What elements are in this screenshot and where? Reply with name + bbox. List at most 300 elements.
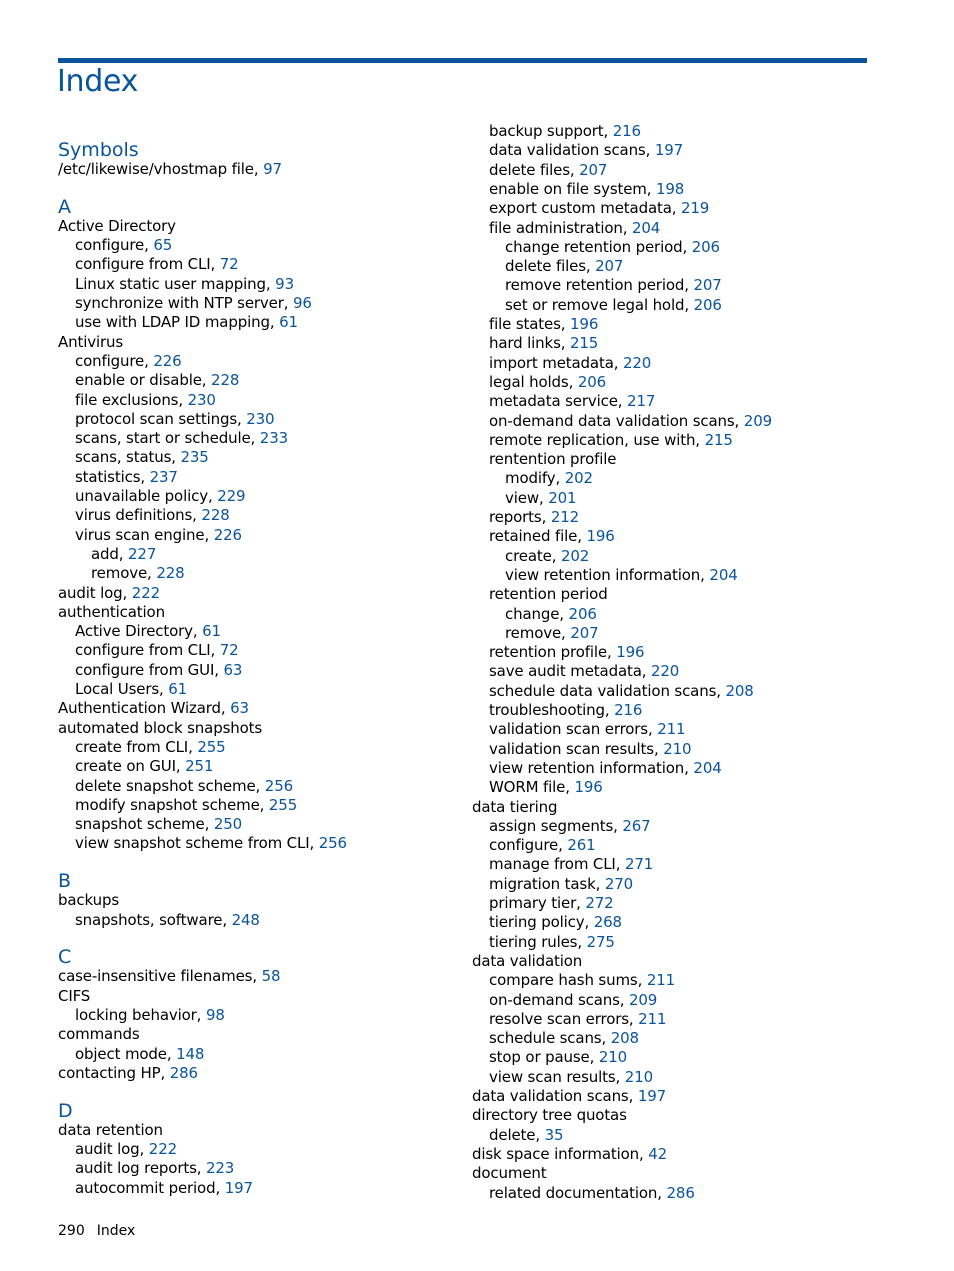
entry-term: delete, [489, 1125, 540, 1144]
entry-term: autocommit period, [75, 1178, 221, 1197]
index-entry [472, 122, 641, 141]
entry-term: set or remove legal hold, [505, 295, 689, 314]
page-link[interactable]: 65 [153, 236, 173, 255]
page-link[interactable]: 229 [217, 487, 246, 505]
entry-term: Local Users, [75, 680, 164, 698]
page-link[interactable]: 271 [624, 855, 654, 874]
page-link[interactable]: 215 [704, 430, 733, 449]
entry-term: virus definitions, [75, 506, 197, 525]
page-link[interactable]: 272 [585, 894, 614, 912]
entry-term: authentication [58, 602, 165, 621]
index-entry [58, 429, 288, 448]
entry-term: retained file, [489, 527, 582, 546]
entry-term: modify snapshot scheme, [75, 795, 265, 814]
entry-term: rentention profile [489, 450, 617, 469]
page-link[interactable]: 196 [616, 643, 645, 662]
entry-term: remove, [91, 564, 152, 583]
index-entry [58, 1140, 177, 1159]
page-link[interactable]: 204 [693, 758, 722, 777]
entry-term: retention profile, [489, 643, 612, 662]
entry-term: assign segments, [489, 816, 618, 835]
entry-term: file administration, [489, 218, 628, 237]
page-link[interactable]: 261 [567, 836, 596, 855]
page-link[interactable]: 215 [569, 334, 599, 353]
index-entry [58, 777, 293, 796]
page-link[interactable]: 93 [275, 274, 294, 293]
index-entry [58, 1006, 225, 1025]
entry-term: stop or pause, [489, 1048, 595, 1067]
index-entry [472, 682, 754, 701]
index-entry [58, 294, 312, 313]
page-link[interactable]: 72 [219, 641, 239, 660]
entry-term: synchronize with NTP server, [75, 294, 289, 312]
index-entry [58, 545, 156, 564]
index-entry [472, 952, 582, 971]
entry-term: change retention period, [505, 237, 688, 256]
entry-term: unavailable policy, [75, 487, 213, 505]
entry-term: Active Directory, [75, 622, 198, 641]
page-link[interactable]: 211 [638, 1009, 667, 1028]
index-entry [58, 987, 90, 1006]
index-entry [472, 991, 657, 1010]
index-entry [472, 662, 679, 681]
entry-term: legal holds, [489, 372, 574, 391]
page-link[interactable]: 204 [709, 565, 738, 584]
index-entry [472, 913, 622, 932]
page-link[interactable]: 207 [570, 623, 599, 642]
page-link[interactable]: 235 [180, 448, 209, 467]
index-entry [58, 967, 280, 986]
page-link[interactable]: 223 [206, 1159, 235, 1178]
index-entry [58, 911, 260, 930]
index-entry [58, 236, 172, 255]
page-link[interactable]: 97 [263, 160, 282, 178]
page-link[interactable]: 148 [176, 1044, 205, 1063]
index-entry [58, 410, 274, 429]
index-entry [58, 391, 216, 410]
page-link[interactable]: 237 [149, 467, 178, 486]
index-entry [472, 161, 607, 180]
index-entry [58, 622, 221, 641]
entry-term: audit log reports, [75, 1159, 202, 1178]
entry-term: data tiering [472, 797, 558, 816]
page-link[interactable]: 197 [224, 1178, 253, 1197]
index-entry [58, 1179, 253, 1198]
index-entry [472, 1145, 667, 1164]
entry-term: related documentation, [489, 1183, 662, 1202]
entry-term: view, [505, 488, 544, 507]
index-entry [58, 661, 242, 680]
index-entry [58, 1121, 163, 1140]
entry-term: directory tree quotas [472, 1106, 627, 1125]
index-entry [58, 641, 239, 660]
index-entry [58, 834, 347, 853]
page-link[interactable]: 220 [623, 353, 652, 372]
index-entry [472, 1126, 563, 1145]
section-heading: Symbols [58, 139, 139, 161]
page-link[interactable]: 198 [656, 179, 685, 198]
page-link[interactable]: 286 [666, 1183, 695, 1202]
index-entry [472, 354, 651, 373]
page-link[interactable]: 216 [612, 122, 641, 140]
page-link[interactable]: 233 [259, 429, 288, 448]
page-link[interactable]: 201 [548, 488, 577, 507]
page-link[interactable]: 196 [570, 315, 599, 333]
index-entry [472, 643, 644, 662]
entry-term: primary tier, [489, 894, 581, 912]
page-link[interactable]: 267 [622, 816, 651, 835]
index-entry [472, 1068, 653, 1087]
index-entry [58, 680, 187, 699]
entry-term: virus scan engine, [75, 525, 210, 544]
entry-term: data validation scans, [472, 1087, 634, 1105]
entry-term: snapshot scheme, [75, 815, 210, 834]
entry-term: data retention [58, 1120, 163, 1139]
entry-term: change, [505, 604, 564, 623]
entry-term: import metadata, [489, 353, 619, 372]
entry-term: Antivirus [58, 332, 124, 351]
index-entry [58, 160, 282, 179]
entry-term: Authentication Wizard, [58, 699, 226, 718]
entry-term: configure from CLI, [75, 641, 216, 660]
entry-term: enable on file system, [489, 179, 652, 198]
page-link[interactable]: 61 [279, 313, 298, 332]
page-link[interactable]: 63 [230, 699, 249, 718]
page-link[interactable]: 98 [205, 1005, 225, 1024]
index-entry [58, 506, 230, 525]
index-entry [472, 624, 599, 643]
index-entry [58, 757, 213, 776]
entry-term: modify, [505, 469, 561, 488]
index-entry [472, 1048, 627, 1067]
page-link[interactable]: 209 [743, 411, 772, 430]
page-link[interactable]: 211 [646, 971, 676, 990]
entry-term: contacting HP, [58, 1063, 166, 1082]
entry-term: configure, [489, 836, 563, 855]
page-link[interactable]: 61 [168, 680, 188, 698]
page-link[interactable]: 209 [629, 990, 658, 1009]
page-link[interactable]: 197 [654, 141, 684, 160]
index-entry [472, 547, 589, 566]
page-link[interactable]: 255 [268, 795, 298, 814]
index-entry [472, 431, 733, 450]
entry-term: on-demand scans, [489, 990, 625, 1009]
index-entry [472, 334, 598, 353]
index-entry [472, 1184, 695, 1203]
entry-term: reports, [489, 508, 547, 526]
entry-term: file states, [489, 315, 566, 333]
page-link[interactable]: 250 [213, 815, 243, 834]
entry-term: snapshots, software, [75, 910, 227, 929]
index-entry [472, 933, 615, 952]
index-entry [472, 855, 653, 874]
entry-term: validation scan results, [489, 739, 659, 758]
index-entry [58, 313, 298, 332]
entry-term: create, [505, 546, 557, 565]
page-link[interactable]: 228 [201, 506, 230, 525]
entry-term: compare hash sums, [489, 971, 643, 990]
page-link[interactable]: 256 [318, 834, 347, 853]
page-number: 290 [58, 1223, 85, 1239]
entry-term: data validation scans, [489, 141, 651, 160]
entry-term: retention period [489, 585, 608, 604]
page-link[interactable]: 251 [185, 757, 214, 776]
index-entry [58, 371, 239, 390]
index-entry [58, 275, 294, 294]
page-link[interactable]: 227 [128, 544, 157, 563]
index-entry [472, 605, 597, 624]
index-entry [472, 527, 615, 546]
page-link[interactable]: 220 [651, 662, 680, 681]
page-link[interactable]: 208 [725, 681, 754, 700]
entry-term: create on GUI, [75, 757, 181, 776]
page-link[interactable]: 219 [681, 199, 710, 218]
page-link[interactable]: 206 [693, 295, 722, 314]
entry-term: save audit metadata, [489, 662, 647, 681]
index-entry [58, 699, 249, 718]
page-link[interactable]: 222 [131, 583, 160, 602]
entry-term: add, [91, 544, 124, 563]
page-title: Index [57, 64, 139, 99]
entry-term: export custom metadata, [489, 199, 677, 218]
entry-term: tiering rules, [489, 932, 582, 951]
page-link[interactable]: 226 [213, 525, 242, 544]
index-entry [58, 526, 242, 545]
page-link[interactable]: 230 [246, 409, 275, 428]
index-entry [58, 738, 226, 757]
page-link[interactable]: 226 [153, 351, 182, 370]
index-entry [58, 448, 209, 467]
index-entry [58, 333, 123, 352]
index-entry [58, 1045, 204, 1064]
page-link[interactable]: 248 [231, 910, 260, 929]
index-entry [472, 238, 720, 257]
page-link[interactable]: 63 [223, 660, 243, 679]
page-link[interactable]: 228 [211, 371, 240, 390]
index-entry [472, 566, 738, 585]
page-link[interactable]: 197 [637, 1087, 667, 1105]
entry-term: backup support, [489, 122, 609, 140]
entry-term: delete files, [505, 257, 591, 276]
entry-term: locking behavior, [75, 1005, 202, 1024]
entry-term: validation scan errors, [489, 720, 653, 739]
entry-term: create from CLI, [75, 737, 193, 756]
entry-term: file exclusions, [75, 390, 183, 409]
index-entry [472, 740, 691, 759]
page-link[interactable]: 268 [593, 913, 622, 932]
entry-term: audit log, [75, 1139, 145, 1158]
index-entry [472, 836, 596, 855]
entry-term: configure from GUI, [75, 660, 219, 679]
entry-term: schedule scans, [489, 1029, 607, 1048]
index-entry [472, 373, 606, 392]
page-link[interactable]: 61 [202, 622, 221, 641]
entry-term: disk space information, [472, 1144, 644, 1163]
entry-term: automated block snapshots [58, 718, 263, 737]
top-rule [58, 58, 867, 63]
entry-term: remove, [505, 623, 566, 642]
index-entry [58, 891, 119, 910]
index-entry [472, 894, 614, 913]
entry-term: manage from CLI, [489, 855, 621, 874]
entry-term: view snapshot scheme from CLI, [75, 834, 315, 853]
section-heading: D [58, 1099, 73, 1122]
index-entry [472, 219, 660, 238]
page-link[interactable]: 212 [550, 508, 580, 526]
entry-term: remote replication, use with, [489, 430, 700, 449]
index-entry [472, 701, 642, 720]
entry-term: view retention information, [489, 758, 689, 777]
page-link[interactable]: 202 [564, 469, 593, 488]
page-link[interactable]: 204 [631, 218, 661, 237]
entry-term: statistics, [75, 467, 145, 486]
page-link[interactable]: 206 [568, 604, 597, 623]
page-link[interactable]: 207 [693, 276, 722, 295]
entry-term: scans, start or schedule, [75, 429, 256, 448]
section-heading: C [58, 946, 72, 969]
page-link[interactable]: 72 [219, 255, 239, 274]
index-entry [472, 759, 722, 778]
entry-term: scans, status, [75, 448, 176, 467]
page-link[interactable]: 196 [586, 527, 615, 546]
index-entry [472, 1029, 639, 1048]
entry-term: metadata service, [489, 392, 623, 411]
index-entry [472, 315, 598, 334]
index-entry [472, 1106, 627, 1125]
index-entry [472, 720, 685, 739]
index-entry [472, 412, 772, 431]
page-footer [58, 1222, 135, 1240]
index-entry [58, 719, 262, 738]
index-entry [472, 875, 633, 894]
index-entry [472, 778, 603, 797]
section-heading: A [58, 195, 71, 218]
page-link[interactable]: 206 [577, 372, 607, 391]
page-link[interactable]: 196 [574, 778, 603, 797]
index-entry [58, 487, 245, 506]
index-entry [472, 199, 709, 218]
entry-term: /etc/likewise/vhostmap file, [58, 160, 259, 178]
page-link[interactable]: 207 [595, 257, 624, 276]
index-entry [472, 276, 722, 295]
page-link[interactable]: 207 [579, 160, 608, 179]
entry-term: Linux static user mapping, [75, 274, 271, 293]
page-link[interactable]: 286 [169, 1063, 198, 1082]
entry-term: WORM file, [489, 778, 570, 797]
page-link[interactable]: 275 [586, 932, 615, 951]
index-entry [472, 296, 722, 315]
entry-term: remove retention period, [505, 276, 689, 295]
entry-term: hard links, [489, 334, 566, 353]
page-link[interactable]: 96 [292, 294, 312, 312]
entry-term: document [472, 1164, 547, 1183]
entry-term: delete files, [489, 160, 575, 179]
entry-term: protocol scan settings, [75, 409, 242, 428]
footer-label: Index [96, 1223, 136, 1239]
index-entry [58, 1064, 198, 1083]
page-link[interactable]: 217 [627, 392, 656, 411]
index-entry [472, 450, 616, 469]
entry-term: on-demand data validation scans, [489, 411, 740, 430]
page-link[interactable]: 202 [560, 546, 590, 565]
index-entry [58, 584, 160, 603]
entry-term: configure, [75, 351, 149, 370]
index-entry [472, 392, 655, 411]
index-entry [58, 564, 185, 583]
page-link[interactable]: 222 [148, 1139, 177, 1158]
index-entry [58, 352, 182, 371]
index-entry [58, 1025, 139, 1044]
page-link[interactable]: 35 [544, 1125, 564, 1144]
entry-term: configure, [75, 236, 149, 255]
index-entry [472, 180, 684, 199]
page-link[interactable]: 210 [663, 739, 692, 758]
entry-term: CIFS [58, 986, 91, 1005]
entry-term: object mode, [75, 1044, 172, 1063]
entry-term: enable or disable, [75, 371, 207, 390]
section-heading: B [58, 870, 72, 893]
entry-term: Active Directory [58, 216, 176, 235]
entry-term: delete snapshot scheme, [75, 776, 261, 795]
page-link[interactable]: 216 [614, 701, 643, 719]
index-entry [472, 1010, 666, 1029]
page-link[interactable]: 256 [264, 776, 293, 795]
entry-term: data validation [472, 951, 583, 970]
index-entry [58, 815, 242, 834]
entry-term: migration task, [489, 874, 601, 893]
page-link[interactable]: 270 [604, 874, 634, 893]
index-entry [472, 489, 576, 508]
index-entry [472, 971, 675, 990]
page-link[interactable]: 210 [598, 1048, 628, 1067]
entry-term: backups [58, 891, 119, 910]
index-entry [58, 255, 239, 274]
entry-term: configure from CLI, [75, 255, 216, 274]
index-entry [58, 217, 176, 236]
index-entry [472, 585, 608, 604]
page-link[interactable]: 206 [691, 237, 720, 256]
page-link[interactable]: 211 [657, 720, 686, 739]
index-entry [58, 603, 165, 622]
entry-term: case-insensitive filenames, [58, 967, 257, 986]
index-entry [472, 1087, 666, 1106]
index-entry [472, 798, 557, 817]
entry-term: schedule data validation scans, [489, 681, 721, 700]
entry-term: resolve scan errors, [489, 1009, 634, 1028]
page-link[interactable]: 58 [261, 967, 281, 986]
page-link[interactable]: 228 [156, 564, 185, 583]
page-link[interactable]: 210 [624, 1067, 653, 1086]
page-link[interactable]: 230 [187, 390, 216, 409]
page-link[interactable]: 208 [610, 1029, 639, 1048]
index-entry [58, 1159, 234, 1178]
index-entry [472, 817, 651, 836]
entry-term: tiering policy, [489, 913, 590, 932]
index-entry [472, 257, 623, 276]
index-entry [472, 469, 593, 488]
entry-term: view scan results, [489, 1067, 621, 1086]
entry-term: use with LDAP ID mapping, [75, 313, 275, 332]
page-link[interactable]: 255 [197, 737, 226, 756]
entry-term: audit log, [58, 583, 128, 602]
index-entry [472, 141, 683, 160]
entry-term: troubleshooting, [489, 701, 610, 719]
entry-term: commands [58, 1025, 140, 1044]
index-entry [472, 1164, 546, 1183]
entry-term: view retention information, [505, 565, 705, 584]
index-entry [58, 468, 178, 487]
page-link[interactable]: 42 [648, 1144, 668, 1163]
